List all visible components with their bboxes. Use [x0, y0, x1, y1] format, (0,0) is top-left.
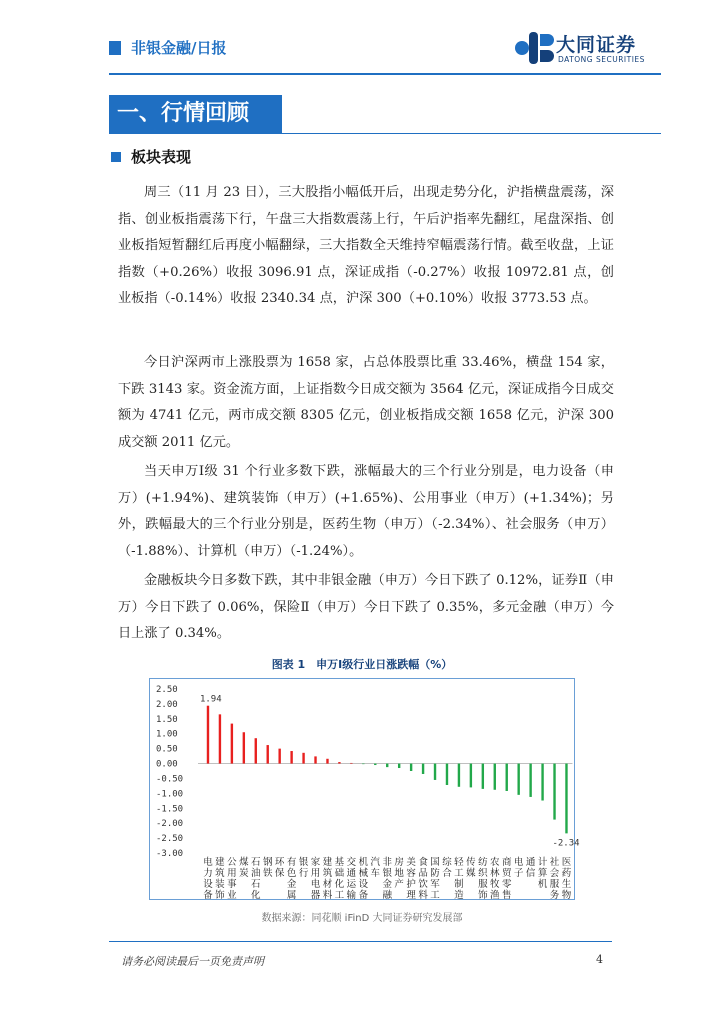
x-tick-label: 材	[322, 879, 333, 890]
y-tick-label: -3.00	[156, 849, 184, 859]
x-tick-label: 林	[490, 868, 500, 879]
x-tick-label: 属	[286, 890, 297, 901]
x-tick-label: 服	[478, 879, 488, 890]
data-label-max: 1.94	[199, 694, 222, 705]
x-tick-label: 社	[549, 857, 560, 868]
x-tick-label: 传	[466, 857, 476, 868]
x-tick-label: 零	[501, 879, 512, 890]
x-tick-label: 汽	[370, 857, 381, 868]
paragraph-industry: 当天申万Ⅰ级 31 个行业多数下跌，涨幅最大的三个行业分别是，电力设备（申万）(+1.94%)、建筑装饰（申万）(+1.65%)、公用事业（申万）(+1.34%)；另外，跌幅最大的三个行业分别是，医药生物（申万）（-2.34%）、社会服务（申万）（-1.88%）、计算机（申万）（-1.24%）。	[118, 464, 614, 559]
x-tick-label: 工	[334, 890, 345, 901]
x-tick-label: 料	[322, 890, 333, 901]
x-tick-label: 理	[406, 890, 416, 901]
x-tick-label: 输	[346, 890, 357, 901]
x-tick-label: 子	[513, 868, 524, 879]
x-tick-label: 计	[537, 857, 548, 868]
x-tick-label: 物	[561, 890, 572, 901]
y-tick-label: 0.00	[156, 759, 178, 770]
x-tick-label: 石	[251, 857, 261, 868]
x-tick-label: 基	[334, 857, 345, 868]
x-tick-label: 食	[418, 857, 428, 868]
x-tick-label: 工	[430, 890, 440, 901]
x-tick-label: 算	[537, 868, 548, 879]
x-tick-label: 械	[358, 868, 369, 879]
x-tick-label: 用	[310, 868, 321, 879]
x-tick-label: 容	[406, 868, 416, 879]
x-tick-label: 饮	[418, 879, 428, 890]
x-tick-label: 通	[525, 857, 536, 868]
x-tick-label: 综	[442, 857, 452, 868]
x-tick-label: 备	[358, 890, 369, 901]
x-tick-label: 商	[501, 857, 512, 868]
x-tick-label: 饰	[478, 890, 488, 901]
y-tick-label: 2.50	[156, 685, 178, 695]
x-tick-label: 业	[227, 890, 237, 901]
x-tick-label: 药	[561, 868, 572, 879]
subsection-marker	[111, 152, 121, 162]
section-divider	[109, 133, 661, 134]
y-tick-label: 1.50	[156, 714, 178, 725]
page-number: 4	[596, 953, 603, 966]
x-tick-label: 军	[430, 879, 440, 890]
figure-title: 图表 1 申万Ⅰ级行业日涨跌幅（%）	[271, 658, 453, 671]
x-tick-label: 饰	[215, 890, 225, 901]
x-tick-label: 油	[251, 868, 261, 879]
x-tick-label: 交	[346, 857, 357, 868]
x-tick-label: 织	[478, 868, 488, 879]
paragraph-financials: 金融板块今日多数下跌，其中非银金融（申万）今日下跌了 0.12%，证券Ⅱ（申万）今日下跌了 0.06%，保险Ⅱ（申万）今日下跌了 0.35%，多元金融（申万）今日上涨了 0.34%。	[118, 573, 614, 641]
x-tick-label: 础	[334, 868, 345, 879]
x-tick-label: 车	[370, 868, 381, 879]
x-tick-label: 纺	[478, 857, 488, 868]
section-title: 一、行情回顾	[109, 95, 282, 133]
x-tick-label: 事	[227, 879, 237, 890]
logo-name-en: DATONG SECURITIES	[558, 55, 645, 64]
x-tick-label: 银	[298, 857, 309, 868]
x-tick-label: 轻	[454, 857, 464, 868]
x-tick-label: 用	[227, 868, 237, 879]
paragraph-market-summary: 周三（11 月 23 日），三大股指小幅低开后，出现走势分化，沪指横盘震荡，深指、创业板指震荡下行，午盘三大指数震荡上行，午后沪指率先翻红，尾盘深指、创业板指短暂翻红后再度小幅翻绿，三大指数全天维持窄幅震荡行情。截至收盘，上证指数（+0.26%）收报 3096.91 点，深证成指（-0.27%）收报 10972.81 点，创业板指（-0.14%）收报 2340.34 点，沪深 300（+0.10%）收报 3773.53 点。	[118, 185, 614, 306]
x-tick-label: 非	[382, 857, 392, 868]
y-tick-label: -2.00	[156, 819, 184, 830]
x-tick-label: 钢	[262, 857, 273, 868]
x-tick-label: 金	[286, 879, 297, 890]
x-tick-label: 售	[501, 890, 512, 901]
header-marker	[109, 41, 121, 55]
x-tick-label: 有	[286, 857, 297, 868]
data-label-min: -2.34	[552, 838, 580, 849]
x-tick-label: 农	[490, 857, 500, 868]
x-tick-label: 机	[358, 857, 369, 868]
x-tick-label: 会	[549, 868, 560, 879]
header-divider	[109, 73, 661, 75]
x-tick-label: 保	[274, 868, 285, 879]
x-tick-label: 媒	[466, 868, 476, 879]
x-tick-label: 国	[430, 857, 440, 868]
x-tick-label: 信	[525, 868, 536, 879]
x-tick-label: 通	[346, 868, 357, 879]
x-tick-label: 制	[454, 879, 464, 890]
x-tick-label: 建	[322, 857, 333, 868]
company-logo	[512, 28, 662, 68]
y-tick-label: -0.50	[156, 774, 184, 785]
x-tick-label: 电	[310, 879, 321, 890]
x-tick-label: 工	[454, 868, 464, 879]
x-tick-label: 色	[286, 868, 297, 879]
x-tick-label: 石	[251, 879, 261, 890]
x-tick-label: 服	[549, 879, 560, 890]
logo-mark-icon	[512, 28, 554, 68]
x-tick-label: 炭	[239, 868, 249, 879]
x-tick-label: 力	[203, 868, 213, 879]
x-tick-label: 房	[394, 857, 404, 868]
x-tick-label: 设	[203, 879, 213, 890]
x-tick-label: 器	[310, 890, 321, 901]
y-tick-label: 0.50	[156, 744, 178, 755]
y-tick-label: -2.50	[156, 834, 184, 845]
y-tick-label: -1.00	[156, 789, 184, 800]
x-tick-label: 环	[274, 857, 285, 868]
x-tick-label: 机	[537, 879, 548, 890]
x-tick-label: 防	[430, 868, 440, 879]
x-tick-label: 合	[442, 868, 452, 879]
x-tick-label: 备	[203, 890, 213, 901]
x-tick-label: 银	[382, 868, 392, 879]
x-tick-label: 贸	[501, 868, 512, 879]
x-tick-label: 金	[382, 879, 392, 890]
y-tick-label: 1.00	[156, 729, 178, 740]
x-tick-label: 融	[382, 890, 392, 901]
x-tick-label: 电	[513, 857, 524, 868]
paragraph-breadth-volume: 今日沪深两市上涨股票为 1658 家，占总体股票比重 33.46%，横盘 154 家，下跌 3143 家。资金流方面，上证指数今日成交额为 3564 亿元，深证成指今日成交额为 4741 亿元，两市成交额 8305 亿元，创业板指成交额 1658 亿元，沪深 300 成交额 2011 亿元。	[118, 355, 614, 450]
x-tick-label: 生	[561, 879, 572, 890]
logo-name-cn: 大同证券	[556, 34, 637, 56]
x-tick-label: 公	[227, 857, 237, 868]
y-tick-label: -1.50	[156, 804, 184, 815]
x-tick-label: 运	[346, 879, 357, 890]
x-tick-label: 料	[418, 890, 428, 901]
x-tick-label: 品	[418, 868, 428, 879]
x-tick-label: 医	[561, 857, 572, 868]
x-tick-label: 美	[406, 857, 416, 868]
x-tick-label: 牧	[490, 879, 500, 890]
x-tick-label: 建	[215, 857, 225, 868]
x-tick-label: 家	[310, 857, 321, 868]
x-tick-label: 务	[549, 890, 560, 901]
x-tick-label: 渔	[490, 890, 500, 901]
section-tag: 非银金融/日报	[131, 39, 227, 57]
x-tick-label: 筑	[322, 868, 333, 879]
x-tick-label: 铁	[262, 868, 273, 879]
footer-disclaimer: 请务必阅读最后一页免责声明	[121, 955, 264, 968]
x-tick-label: 筑	[215, 868, 225, 879]
x-tick-label: 电	[203, 857, 213, 868]
chart-container	[149, 678, 580, 901]
industry-bar-chart	[150, 679, 580, 901]
subsection-title: 板块表现	[131, 148, 192, 166]
x-tick-label: 化	[334, 879, 345, 890]
x-tick-label: 地	[394, 868, 404, 879]
x-tick-label: 造	[454, 890, 464, 901]
x-tick-label: 行	[298, 868, 309, 879]
x-tick-label: 护	[406, 879, 416, 890]
x-tick-label: 装	[215, 879, 225, 890]
footer-divider	[109, 941, 612, 942]
x-tick-label: 化	[251, 890, 261, 901]
figure-source: 数据来源：同花顺 iFinD 大同证券研究发展部	[261, 913, 463, 924]
y-tick-label: 2.00	[156, 699, 178, 710]
x-tick-label: 煤	[239, 857, 249, 868]
x-tick-label: 产	[394, 879, 404, 890]
x-tick-label: 设	[358, 879, 369, 890]
